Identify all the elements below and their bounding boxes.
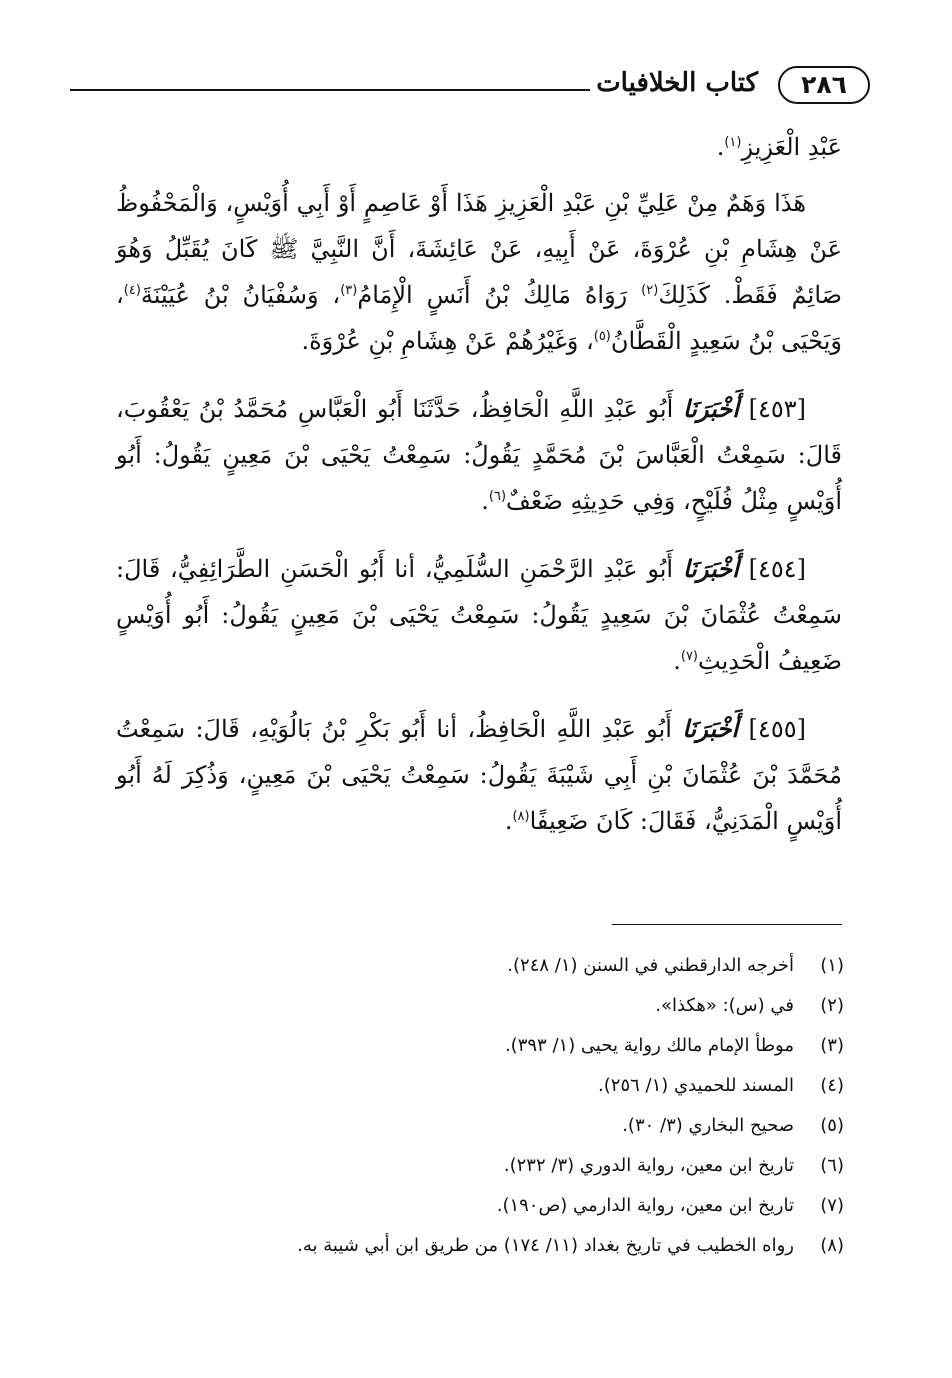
footnote-ref: (٨) <box>512 809 530 824</box>
footnote-number: (٣) <box>820 1035 844 1056</box>
akhbarana-word: أَخْبَرَنَا <box>682 714 739 743</box>
hadith-453 <box>116 386 842 524</box>
footnote-text: تاريخ ابن معين، رواية الدوري (٣/ ٢٣٢). <box>503 1155 794 1176</box>
hadith-number: [٤٥٣] <box>748 395 806 423</box>
hadith-text: أَبُو عَبْدِ الرَّحْمَنِ السُّلَمِيُّ، أنا أَبُو الْحَسَنِ الطَّرَائِفِيُّ، قَالَ: سَمِعْتُ عُثْمَانَ بْنَ سَعِيدٍ يَقُولُ: سَمِعْتُ يَحْيَى بْنَ مَعِينٍ يَقُولُ: أَبُو أُوَيْسٍ ضَعِيفُ الْحَدِيثِ <box>116 555 842 675</box>
footnote-item <box>104 1066 844 1106</box>
footnote-item <box>104 1226 844 1266</box>
footnote-number: (٢) <box>820 995 844 1016</box>
akhbarana-word: أَخْبَرَنَا <box>682 394 739 423</box>
akhbarana-word: أَخْبَرَنَا <box>682 554 739 583</box>
page-header <box>70 62 870 112</box>
text-span: . <box>673 647 681 675</box>
footnote-item <box>104 946 844 986</box>
footnote-text: أخرجه الدارقطني في السنن (١/ ٢٤٨). <box>507 955 794 976</box>
footnote-text: موطأ الإمام مالك رواية يحيى (١/ ٣٩٣). <box>504 1035 794 1056</box>
paragraph-commentary <box>116 180 842 364</box>
footnote-item <box>104 1146 844 1186</box>
footnote-ref: (٢) <box>641 283 659 298</box>
footnote-number: (٦) <box>820 1155 844 1176</box>
footnote-text: في (س): «هكذا». <box>655 995 794 1016</box>
text-span: . <box>481 487 489 515</box>
footnotes <box>104 946 844 1266</box>
footnote-number: (١) <box>820 955 844 976</box>
hadith-number: [٤٥٤] <box>748 555 806 583</box>
footnote-ref: (٤) <box>123 283 141 298</box>
hadith-text: أَبُو عَبْدِ اللَّهِ الْحَافِظُ، أنا أَبُو بَكْرِ بْنُ بَالُوَيْهِ، قَالَ: سَمِعْتُ مُحَمَّدَ بْنَ عُثْمَانَ بْنِ أَبِي شَيْبَةَ يَقُولُ: سَمِعْتُ يَحْيَى بْنَ مَعِينٍ، وَذُكِرَ لَهُ أَبُو أُوَيْسٍ الْمَدَنِيُّ، فَقَالَ: كَانَ ضَعِيفًا <box>116 715 842 835</box>
footnote-item <box>104 1186 844 1226</box>
footnote-text: المسند للحميدي (١/ ٢٥٦). <box>598 1075 794 1096</box>
footnote-separator <box>612 924 842 925</box>
main-text <box>116 124 842 866</box>
hadith-number: [٤٥٥] <box>748 715 806 743</box>
text-span: . <box>504 807 513 835</box>
text-span: ، وَسُفْيَانُ بْنُ عُيَيْنَةَ <box>140 281 341 309</box>
footnote-text: صحيح البخاري (٣/ ٣٠). <box>622 1115 794 1136</box>
footnote-ref: (٥) <box>593 329 611 344</box>
footnote-item <box>104 986 844 1026</box>
text-span: عَبْدِ الْعَزِيزِ <box>741 133 842 161</box>
footnote-number: (٨) <box>820 1235 844 1256</box>
book-title: كتاب الخلافيات <box>596 68 758 98</box>
footnote-item <box>104 1106 844 1146</box>
text-span: ، وَغَيْرُهُمْ عَنْ هِشَامِ بْنِ عُرْوَةَ. <box>301 327 594 355</box>
hadith-455 <box>116 706 842 844</box>
footnote-text: تاريخ ابن معين، رواية الدارمي (ص١٩٠). <box>496 1195 794 1216</box>
footnote-ref: (٣) <box>340 283 358 298</box>
footnote-item <box>104 1026 844 1066</box>
page-number: ٢٨٦ <box>778 66 870 104</box>
footnote-number: (٤) <box>820 1075 844 1096</box>
footnote-ref: (١) <box>724 135 742 150</box>
hadith-text: أَبُو عَبْدِ اللَّهِ الْحَافِظُ، حَدَّثَنَا أَبُو الْعَبَّاسِ مُحَمَّدُ بْنُ يَعْقُوبَ، قَالَ: سَمِعْتُ الْعَبَّاسَ بْنَ مُحَمَّدٍ يَقُولُ: سَمِعْتُ يَحْيَى بْنَ مَعِينٍ يَقُولُ: أَبُو أُوَيْسٍ مِثْلُ فُلَيْحٍ، وَفِي حَدِيثِهِ ضَعْفٌ <box>116 395 842 515</box>
footnote-ref: (٧) <box>680 649 698 664</box>
footnote-number: (٧) <box>820 1195 844 1216</box>
paragraph-continuation <box>116 124 842 170</box>
text-span: هَذَا وَهَمٌ مِنْ عَلِيِّ بْنِ عَبْدِ الْعَزِيزِ هَذَا أَوْ عَاصِمٍ أَوْ أَبِي أُوَيْسٍ، وَالْمَحْفُوظُ عَنْ هِشَامِ بْنِ عُرْوَةَ، عَنْ أَبِيهِ، عَنْ عَائِشَةَ، أَنَّ النَّبِيَّ ﷺ كَانَ يُقَبِّلُ وَهُوَ صَائِمٌ فَقَطْ. كَذَلِكَ <box>116 189 843 309</box>
footnote-number: (٥) <box>820 1115 844 1136</box>
text-span: رَوَاهُ مَالِكُ بْنُ أَنَسٍ الْإِمَامُ <box>357 281 642 309</box>
footnote-text: رواه الخطيب في تاريخ بغداد (١١/ ١٧٤) من طريق ابن أبي شيبة به. <box>297 1235 794 1256</box>
footnote-ref: (٦) <box>488 489 507 504</box>
text-span: ، وَيَحْيَى بْنُ سَعِيدٍ الْقَطَّانُ <box>116 281 842 355</box>
header-rule <box>70 89 590 91</box>
hadith-454 <box>116 546 842 684</box>
text-span: . <box>716 133 725 161</box>
